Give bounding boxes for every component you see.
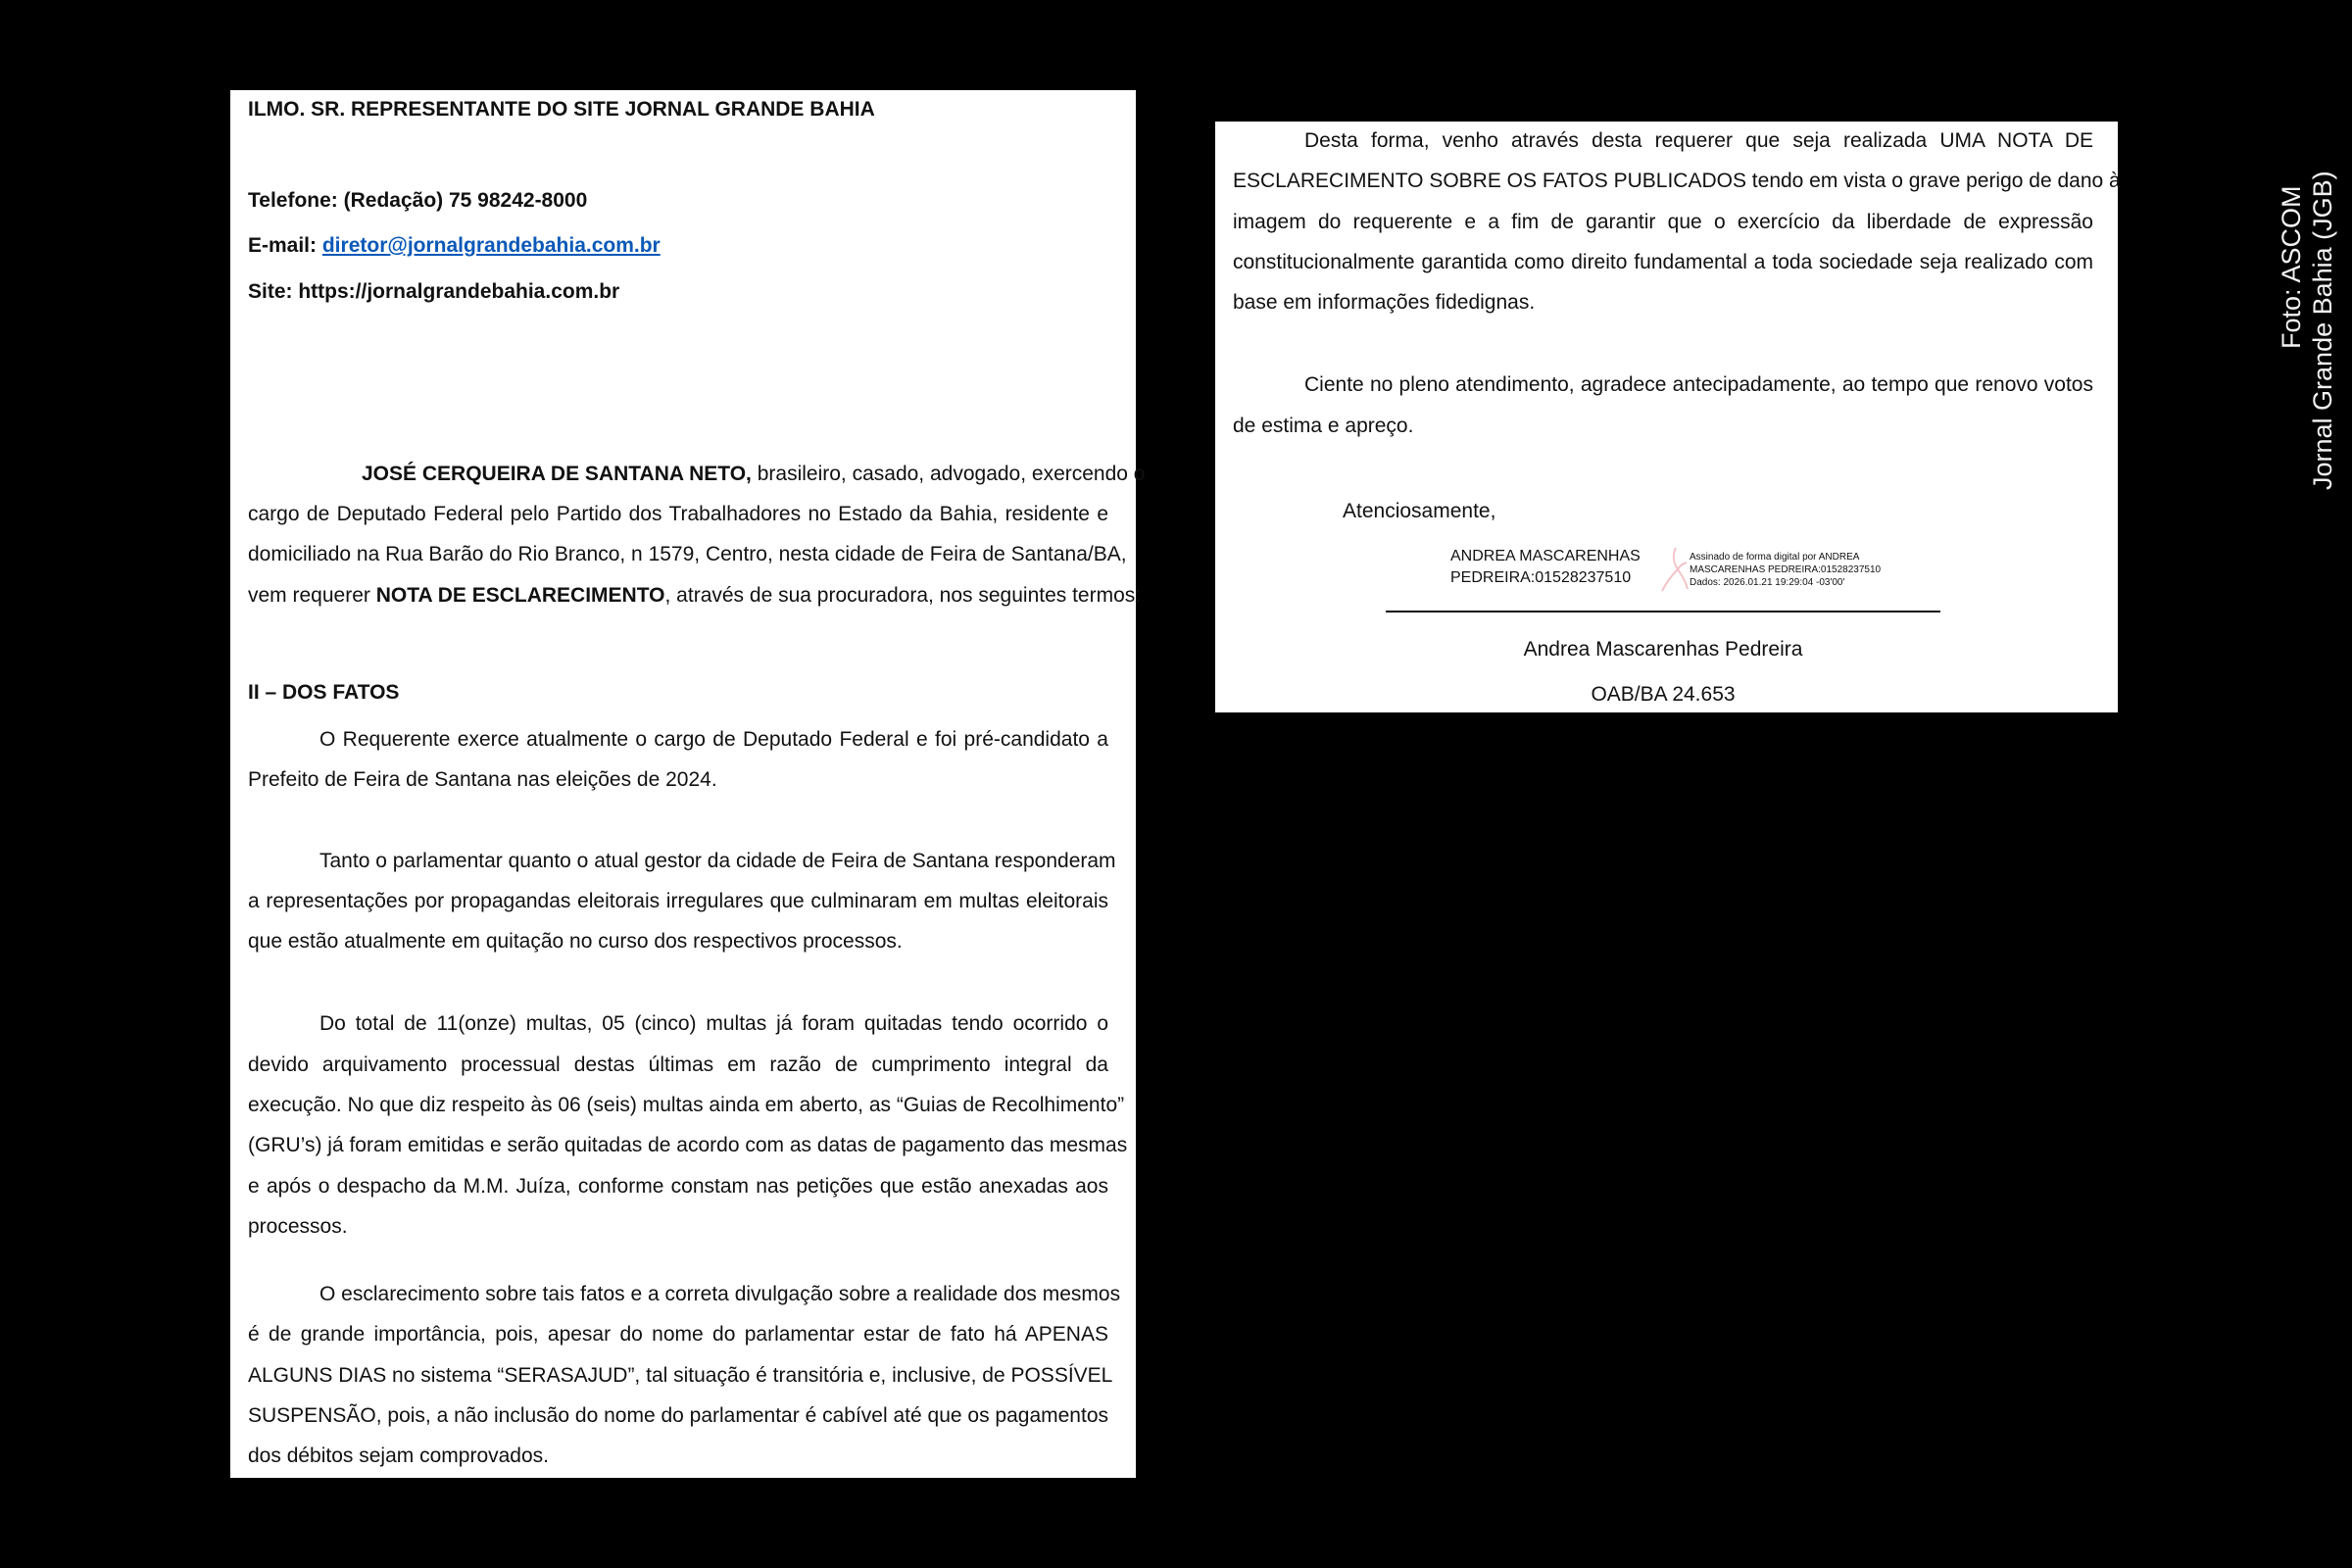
email-link[interactable]: diretor@jornalgrandebahia.com.br bbox=[321, 234, 661, 257]
requester-name: JOSÉ CERQUEIRA DE SANTANA NETO, bbox=[362, 463, 752, 485]
paragraph-line: ALGUNS DIAS no sistema “SERASAJUD”, tal situação é transitória e, inclusive, de POSSÍVEL bbox=[248, 1364, 1113, 1387]
paragraph-line: Tanto o parlamentar quanto o atual gestor da cidade de Feira de Santana responderam bbox=[319, 850, 1116, 872]
photo-credit-line-2: Jornal Grande Bahia (JGB) bbox=[2308, 171, 2337, 490]
paragraph-line: é de grande importância, pois, apesar do nome do parlamentar estar de fato há APENAS bbox=[248, 1323, 1108, 1346]
paragraph-line: O esclarecimento sobre tais fatos e a correta divulgação sobre a realidade dos mesmos bbox=[319, 1283, 1121, 1305]
document-page-left bbox=[230, 90, 1146, 1478]
intro-line-3: domiciliado na Rua Barão do Rio Branco, n 1579, Centro, nesta cidade de Feira de Santana/BA, bbox=[248, 543, 1127, 565]
digital-signature-line-2: MASCARENHAS PEDREIRA:01528237510 bbox=[1690, 564, 1882, 575]
paragraph-line: que estão atualmente em quitação no curso dos respectivos processos. bbox=[248, 930, 903, 953]
intro-line-1 bbox=[362, 462, 1146, 487]
email-line bbox=[248, 233, 661, 259]
paragraph-line: ESCLARECIMENTO SOBRE OS FATOS PUBLICADOS tendo em vista o grave perigo de dano à bbox=[1233, 170, 2121, 192]
signature-rule bbox=[1386, 611, 1940, 612]
paragraph-line: SUSPENSÃO, pois, a não inclusão do nome do parlamentar é cabível até que os pagamentos bbox=[248, 1404, 1108, 1427]
paragraph-line: a representações por propagandas eleitorais irregulares que culminaram em multas eleitorais bbox=[248, 890, 1108, 912]
intro-line-4-pre: vem requerer bbox=[248, 584, 376, 607]
document-page-right bbox=[1215, 122, 2121, 712]
digital-signature-line-3: Dados: 2026.01.21 19:29:04 -03'00' bbox=[1690, 577, 1845, 588]
paragraph-line: e após o despacho da M.M. Juíza, conforme constam nas petições que estão anexadas aos bbox=[248, 1175, 1108, 1198]
paragraph-line: processos. bbox=[248, 1215, 348, 1238]
paragraph-line: O Requerente exerce atualmente o cargo de Deputado Federal e foi pré-candidato a bbox=[319, 728, 1108, 751]
email-label: E-mail: bbox=[248, 234, 322, 257]
phone-line: Telefone: (Redação) 75 98242-8000 bbox=[248, 189, 588, 212]
photo-credit-line-1: Foto: ASCOM bbox=[2277, 185, 2306, 349]
intro-line-4-post: , através de sua procuradora, nos seguintes termos: bbox=[664, 584, 1142, 607]
nota-esclarecimento-bold: NOTA DE ESCLARECIMENTO bbox=[375, 584, 665, 607]
paragraph-line: devido arquivamento processual destas últimas em razão de cumprimento integral da bbox=[248, 1054, 1108, 1076]
paragraph-line: imagem do requerente e a fim de garantir que o exercício da liberdade de expressão bbox=[1233, 211, 2093, 233]
section-title: II – DOS FATOS bbox=[248, 681, 400, 704]
signer-registration: OAB/BA 24.653 bbox=[1591, 683, 1736, 706]
signature-name-line-1: ANDREA MASCARENHAS bbox=[1450, 548, 1641, 564]
signature-name-line-2: PEDREIRA:01528237510 bbox=[1450, 569, 1632, 586]
intro-line-4 bbox=[248, 583, 1141, 609]
addressee-heading: ILMO. SR. REPRESENTANTE DO SITE JORNAL GRANDE BAHIA bbox=[248, 98, 875, 121]
paragraph-line: Prefeito de Feira de Santana nas eleições de 2024. bbox=[248, 768, 717, 791]
signer-name: Andrea Mascarenhas Pedreira bbox=[1523, 638, 1803, 661]
digital-signature-line-1: Assinado de forma digital por ANDREA bbox=[1690, 552, 1860, 563]
site-line: Site: https://jornalgrandebahia.com.br bbox=[248, 280, 620, 303]
paragraph-line: Ciente no pleno atendimento, agradece antecipadamente, ao tempo que renovo votos bbox=[1304, 373, 2093, 396]
digital-signature-mark-icon bbox=[1660, 546, 1690, 593]
closing-salutation: Atenciosamente, bbox=[1343, 500, 1496, 522]
paragraph-line: dos débitos sejam comprovados. bbox=[248, 1445, 549, 1467]
paragraph-line: Do total de 11(onze) multas, 05 (cinco) multas já foram quitadas tendo ocorrido o bbox=[319, 1012, 1108, 1035]
paragraph-line: Desta forma, venho através desta requerer que seja realizada UMA NOTA DE bbox=[1304, 129, 2093, 152]
paragraph-line: (GRU’s) já foram emitidas e serão quitadas de acordo com as datas de pagamento das mesmas bbox=[248, 1134, 1128, 1156]
paragraph-line: de estima e apreço. bbox=[1233, 415, 1414, 437]
paragraph-line: constitucionalmente garantida como direito fundamental a toda sociedade seja realizado com bbox=[1233, 251, 2093, 273]
intro-line-1-text: brasileiro, casado, advogado, exercendo o bbox=[751, 463, 1146, 485]
paragraph-line: execução. No que diz respeito às 06 (seis) multas ainda em aberto, as “Guias de Recolhimento” bbox=[248, 1094, 1125, 1116]
paragraph-line: base em informações fidedignas. bbox=[1233, 291, 1536, 314]
intro-line-2: cargo de Deputado Federal pelo Partido dos Trabalhadores no Estado da Bahia, residente e bbox=[248, 503, 1108, 525]
